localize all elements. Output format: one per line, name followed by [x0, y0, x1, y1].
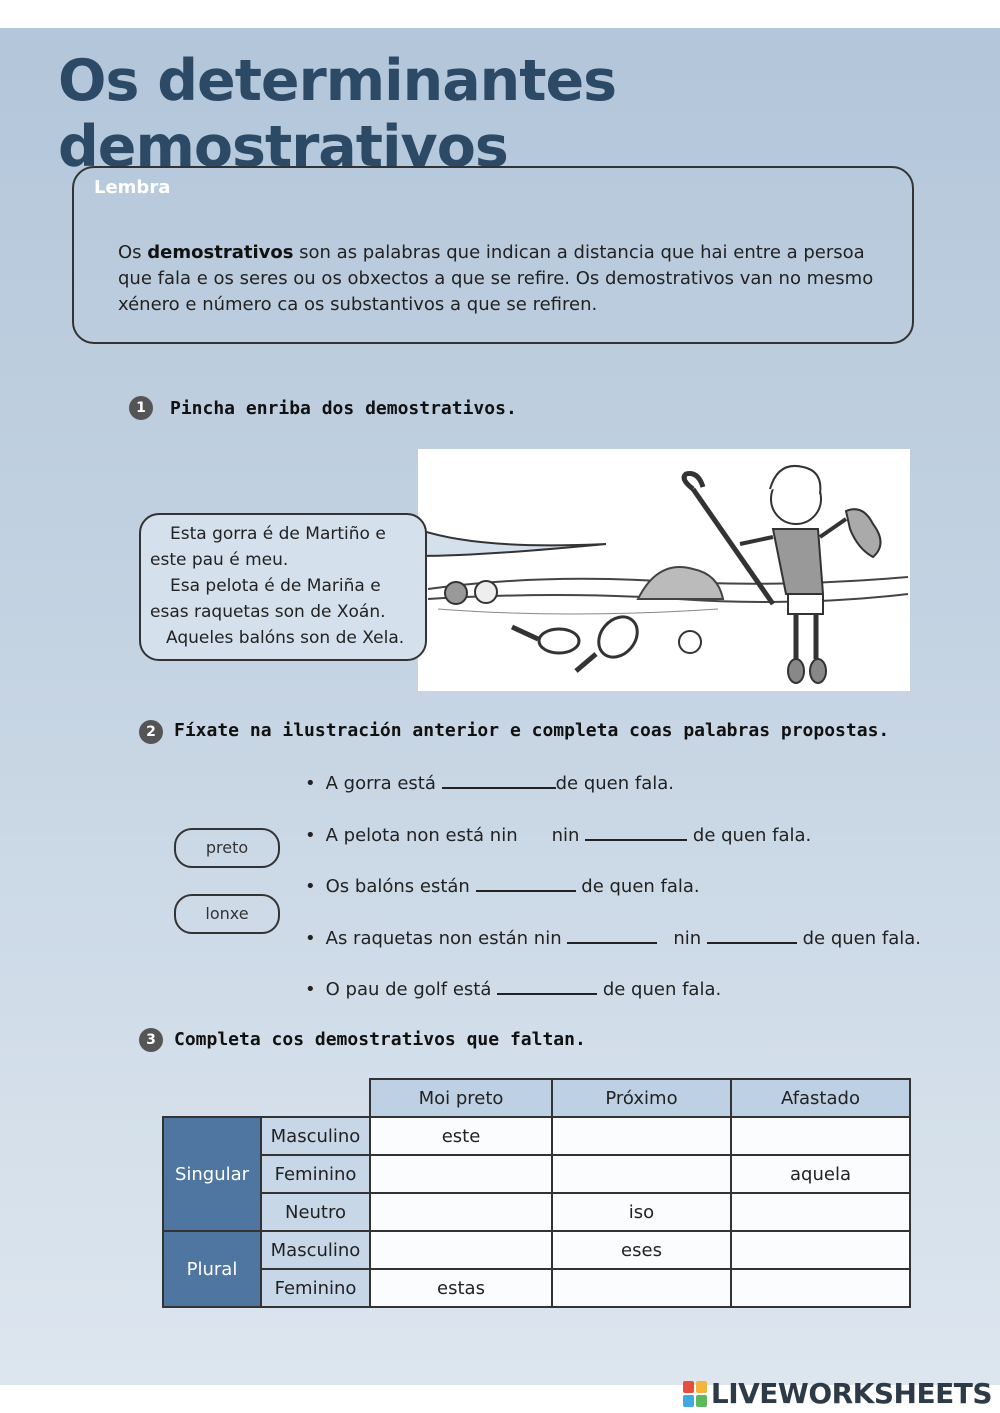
exercise-2-number: 2 [139, 720, 163, 744]
blank-3[interactable] [476, 874, 576, 892]
demonstratives-table [162, 1078, 911, 1308]
racket-icon [512, 627, 579, 653]
column-header: Afastado [731, 1079, 910, 1117]
gender-label: Neutro [261, 1193, 370, 1231]
gender-label: Masculino [261, 1231, 370, 1269]
bubble-line: Esa pelota é de Mariña e [170, 576, 381, 596]
gender-label: Masculino [261, 1117, 370, 1155]
table-cell-input[interactable] [552, 1155, 731, 1193]
exercise-3-instruction: Completa cos demostrativos que faltan. [174, 1029, 586, 1050]
table-cell-input[interactable] [731, 1231, 910, 1269]
table-cell: estas [370, 1269, 552, 1307]
bush-icon [638, 567, 723, 599]
logo-square [696, 1395, 707, 1407]
liveworksheets-logo-icon [683, 1381, 707, 1407]
blank-5[interactable] [497, 977, 597, 995]
group-plural: Plural [163, 1231, 261, 1307]
exercise-1-instruction: Pincha enriba dos demostrativos. [170, 398, 517, 419]
table-cell-input[interactable] [370, 1193, 552, 1231]
gender-label: Feminino [261, 1155, 370, 1193]
sentence-2: • A pelota non está nin nin de quen fala. [305, 825, 812, 846]
sentence-4: • As raquetas non están nin nin de quen fala. [305, 928, 921, 949]
bubble-line: este pau é meu. [150, 550, 289, 570]
blank-2[interactable] [585, 823, 687, 841]
logo-square [683, 1395, 694, 1407]
sentence-3: • Os balóns están de quen fala. [305, 876, 700, 897]
table-cell-input[interactable] [552, 1117, 731, 1155]
boy-figure [740, 466, 881, 683]
blank-4b[interactable] [707, 926, 797, 944]
table-cell: iso [552, 1193, 731, 1231]
liveworksheets-logo[interactable] [683, 1377, 992, 1410]
column-header: Moi preto [370, 1079, 552, 1117]
tennis-ball-icon [679, 631, 701, 653]
cap-icon [846, 509, 881, 557]
bubble-line: esas raquetas son de Xoán. [150, 602, 386, 622]
table-cell-input[interactable] [370, 1155, 552, 1193]
exercise-3-number: 3 [139, 1028, 163, 1052]
table-cell: aquela [731, 1155, 910, 1193]
logo-text: LIVEWORKSHEETS [710, 1377, 992, 1410]
bubble-line: Esta gorra é de Martiño e [170, 524, 386, 544]
table-cell-input[interactable] [552, 1269, 731, 1307]
lembra-text: Os demostrativos son as palabras que indican a distancia que hai entre a persoa que fala e os seres ou os obxectos a que se refire. Os demostrativos van no mesmo xénero e número ca os substantivos a que se refiren. [118, 242, 874, 315]
bubble-tail [420, 528, 610, 558]
sentence-5: • O pau de golf está de quen fala. [305, 979, 722, 1000]
table-cell-input[interactable] [731, 1269, 910, 1307]
blank-4a[interactable] [567, 926, 657, 944]
table-cell-input[interactable] [731, 1117, 910, 1155]
word-option-lonxe[interactable]: lonxe [174, 894, 280, 934]
lembra-bold-term: demostrativos [147, 242, 294, 263]
exercise-1-number: 1 [129, 396, 153, 420]
column-header: Próximo [552, 1079, 731, 1117]
lembra-label: Lembra [94, 177, 171, 198]
logo-square [683, 1381, 694, 1393]
illustration [418, 449, 910, 691]
table-cell-input[interactable] [370, 1231, 552, 1269]
group-singular: Singular [163, 1117, 261, 1231]
racket-icon [576, 609, 645, 671]
logo-square [696, 1381, 707, 1393]
blank-1[interactable] [442, 771, 556, 789]
ball-icon [445, 582, 467, 604]
gender-label: Feminino [261, 1269, 370, 1307]
page-title: Os determinantes demostrativos [58, 48, 617, 180]
table-cell-input[interactable] [731, 1193, 910, 1231]
illustration-drawing [418, 449, 910, 691]
speech-bubble-text [150, 521, 420, 651]
table-cell: eses [552, 1231, 731, 1269]
exercise-2-instruction: Fíxate na ilustración anterior e completa coas palabras propostas. [174, 720, 890, 741]
ball-icon [475, 581, 497, 603]
word-option-preto[interactable]: preto [174, 828, 280, 868]
bubble-line: Aqueles balóns son de Xela. [166, 628, 405, 648]
sentence-1: • A gorra está de quen fala. [305, 773, 674, 794]
table-cell: este [370, 1117, 552, 1155]
